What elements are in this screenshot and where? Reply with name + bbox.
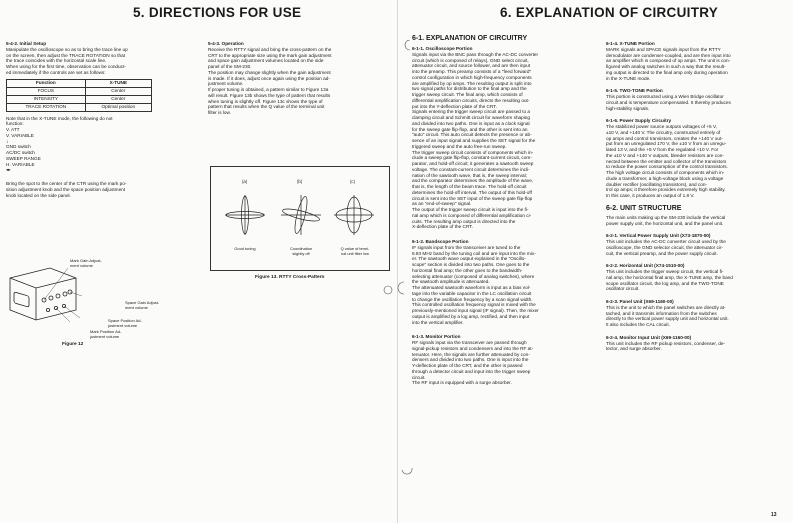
text-line: The position may change slightly when the gain adjustment <box>208 69 331 75</box>
table-header: Function <box>7 79 86 87</box>
table-cell: Center <box>85 87 151 95</box>
right-column-1 <box>412 32 600 520</box>
text-line: Signals input via the BNC pass through the AC-DC converter <box>412 51 539 57</box>
table-cell: FOCUS <box>7 87 86 95</box>
text-line: two signal paths for distribution to the final amp and the <box>412 86 527 92</box>
table-header: X-TUNE <box>85 79 151 87</box>
power-supply-title: 6-1-6. Power Supply Circuitry <box>606 118 672 124</box>
bandscope-portion-text <box>412 245 600 326</box>
text-line: ◂▸ <box>6 167 11 173</box>
mark-position-callout: Mark Position Ad- justment volume <box>90 329 122 339</box>
text-line: in the X-TUNE mode. <box>606 75 651 81</box>
monitor-input-unit-title: 6-2-4. Monitor Input Unit (X69-1160-00) <box>606 334 692 340</box>
text-line: circuit is sent into the SET input of the sweep gate flip-flop <box>412 195 533 201</box>
text-line: demodulator are condenser-coupled, and are then input into <box>606 52 731 58</box>
text-line: densers and divided into two paths. One is input into the <box>412 357 529 363</box>
text-line: into the vertical amplifier. <box>412 319 464 325</box>
table-row <box>7 103 152 111</box>
text-line: directly to the vertical power supply unit and horizontal unit. <box>606 316 729 322</box>
text-line: through a detector circuit and input into the trigger sweep <box>412 368 531 374</box>
text-line: er. The sawtooth wave output explained in the "Oscillo- <box>412 256 526 262</box>
text-line: This unit includes the AC-DC converter circuit used by the <box>606 239 726 244</box>
text-line: Manipulate the oscilloscope so as to bring the trace line up <box>6 46 128 52</box>
circuitry-title: 6-1. EXPLANATION OF CIRCUITRY <box>412 35 528 42</box>
right-page-header: 6. EXPLANATION OF CIRCUITRY <box>500 5 719 20</box>
text-line: In this case, it produces an output of 1.8 V. <box>606 193 695 198</box>
text-line: previously-mentioned input signal (IF signal). Then, the mixer <box>412 308 539 313</box>
text-line: selecting attenuator (composed of analog switches), where <box>412 273 535 279</box>
text-line: X-deflection plate of the CRT. <box>412 224 473 230</box>
text-line: oscillator circuit. <box>606 286 640 292</box>
text-line: sence of an input signal and supplies the SET signal for the <box>412 138 536 143</box>
text-line: output is amplified by a log amp, rectified, and then input <box>412 313 530 319</box>
text-line: ±10 V, and +140 V. The circuitry, constructed entirely of <box>606 129 721 135</box>
space-position-callout: Space Position Ad- justment volume <box>108 318 142 328</box>
text-line: as an "end-of-sweep" signal. <box>412 201 472 207</box>
table-cell: INTENSITY <box>7 95 86 103</box>
text-line: are amplified by op amps. The resulting output is split into <box>412 80 532 86</box>
text-line: The main units making up the SM-230 include the vertical <box>606 214 726 220</box>
text-line: and space gain adjustment volumes located on the side <box>208 58 324 64</box>
text-line: The stabilized power source outputs voltages of +5 V, <box>606 124 717 129</box>
text-line: circuit (which is composed of relays), GND select circuit, <box>412 57 529 63</box>
table-cell: Optimal position <box>85 103 151 111</box>
text-line: determines the hold-off interval. The output of this hold-off <box>412 189 532 195</box>
bandscope-portion-title: 6-1-2. Bandscope Portion <box>412 239 469 244</box>
text-line: ing output is directed to the final amp only during operation <box>606 69 728 75</box>
text-line: tector, and surge absorber. <box>606 346 662 352</box>
text-line: H. VARIABLE <box>6 161 35 167</box>
function-table-header <box>7 79 152 87</box>
text-line: clude a transformer, a high-voltage block using a voltage <box>606 175 724 181</box>
text-line: It also includes the CAL circuit. <box>606 322 670 327</box>
text-line: The attenuated sawtooth waveform is input as a bias vol- <box>412 285 531 290</box>
horizontal-unit-title: 6-2-2. Horizontal Unit (X74-1510-00) <box>606 263 685 269</box>
oscilloscope-portion-text <box>412 52 600 230</box>
left-column-2 <box>208 38 393 163</box>
text-line: lated 13 V, and the +5 V from the regulated +10 V. For <box>606 147 719 152</box>
text-line: parator, and hold-off circuit; it generates a sawtooth sweep <box>412 161 534 166</box>
text-line: voltage. The constant-current circuit determines the incli- <box>412 166 530 172</box>
text-line: knob located on the side panel. <box>6 192 71 198</box>
text-line: This unit includes the trigger sweep circuit, the vertical fi- <box>606 269 724 274</box>
text-line: The RF input is equipped with a surge absorber. <box>412 380 512 386</box>
text-line: This unit includes the RF pickup resistors, condenser, de- <box>606 340 726 346</box>
text-line: Signals entering the trigger sweep circuit are passed to a <box>412 109 531 115</box>
text-line: IF signals input from the transceiver are tuned to the <box>412 244 521 250</box>
space-gain-callout: Space Gain Adjust- ment volume <box>125 300 160 310</box>
text-line: the sawtooth amplitude is attenuated. <box>412 279 490 285</box>
text-line: is made. If it does, adjust once again using the position ad- <box>208 75 330 81</box>
text-line: circuit and is temperature compensated. It thereby produces <box>606 99 731 105</box>
operation-title: 5-4-3. Operation <box>208 41 244 46</box>
figure12-caption: Figure 12 <box>62 342 84 347</box>
text-line: The high voltage circuit consists of components which in- <box>606 170 725 175</box>
text-line: cuits. The resulting amp output is directed into the <box>412 218 516 224</box>
text-line: "auto" circuit. This auto circuit detects the presence or ab- <box>412 132 532 138</box>
text-line: triggered sweep and the auto free-run sweep. <box>412 143 507 149</box>
text-line: clude a sweep gate flip-flop, constant-current circuit, com- <box>412 155 532 161</box>
text-line: nation of the sawtooth wave, that is, the sweep interval; <box>412 172 527 178</box>
text-line: If proper tuning is obtained, a pattern similar to Figure 13a <box>208 87 329 92</box>
table-row <box>7 95 152 103</box>
text-line: tached, and it transmits information from the switches <box>606 310 717 316</box>
monitor-input-unit-text <box>606 341 792 353</box>
horizontal-unit-text <box>606 269 792 292</box>
text-line: on the screen, then adjust the TRACE ROTATION so that <box>6 52 126 58</box>
text-line: filter is low. <box>208 110 231 115</box>
initial-setup-title: 5-4-2. Initial Setup <box>6 41 47 46</box>
two-tone-portion-text <box>606 94 792 111</box>
page-number: 13 <box>771 512 777 518</box>
text-line: differential amplification circuits, directs the resulting out- <box>412 97 530 103</box>
text-line: the trace coincides with the horizontal scale line. <box>6 58 107 64</box>
text-line: op amps and control transistors, creates the +140 V out- <box>606 135 723 141</box>
text-line: CRT to the appropriate size using the mark gain adjustment <box>208 52 332 58</box>
figure13-label-c: (c) <box>350 179 356 184</box>
binder-holes <box>380 40 416 480</box>
figure13-caption-c: Q value of termi- nal unit filter low <box>340 246 370 256</box>
power-supply-text <box>606 124 792 199</box>
text-line: horizontal final amp; the other goes to the bandwidth- <box>412 267 523 273</box>
text-line: Bring the spot to the center of the CTR using the mark po- <box>6 181 127 186</box>
text-line: control configuration in which high-frequency components <box>412 74 532 80</box>
text-line: signal-pickup resistors and condensers and into the RF at- <box>412 345 534 351</box>
text-line: when tuning is slightly off. Figure 13c shows the type of <box>208 98 323 104</box>
text-line: sition adjustment knob and the space position adjustment <box>6 186 126 192</box>
text-line: pattern that results when the Q value of the terminal unit <box>208 104 325 110</box>
text-line: for the sweep gate flip-flop, and the other is sent into an <box>412 126 528 132</box>
figure13-label-a: (a) <box>242 179 248 184</box>
text-line: into the preamp. This preamp consists of a "feed forward" <box>412 69 532 74</box>
text-line: justment volume. <box>208 81 244 87</box>
text-line: circuit. <box>412 374 426 380</box>
text-line: AC/DC switch <box>6 150 35 155</box>
oscilloscope-portion-title: 6-1-1. Oscilloscope Portion <box>412 46 473 51</box>
text-line: ↕ <box>6 138 9 144</box>
initial-setup-text <box>6 47 201 76</box>
text-line: panel of the SM-230. <box>208 64 252 69</box>
text-line: V. ATT <box>6 127 20 132</box>
figure13-box <box>210 166 390 271</box>
pattern-q-low <box>334 195 374 235</box>
text-line: scope" section is divided into two paths. One goes to the <box>412 262 530 267</box>
monitor-portion-text <box>412 340 600 386</box>
mark-gain-callout: Mark Gain Adjust- ment volume <box>70 258 102 268</box>
text-line: put into the Y-deflection plate of the CRT. <box>412 103 497 109</box>
text-line: cuit, the vertical preamp, and the power supply circuit. <box>606 250 718 256</box>
text-line: 8.83 MHz band by the tuning coil and are input into the mix- <box>412 250 536 256</box>
figure13-caption: Figure 13. RTTY Cross-Pattern <box>255 275 325 280</box>
text-line: tage into the variable capacitor in the LC oscillation circuit <box>412 290 532 296</box>
text-line: put from an unregulated 170 V, the ±10 V from an unregu- <box>606 141 727 147</box>
note-text <box>6 116 201 174</box>
figure13-caption-a: Good tuning <box>234 246 256 251</box>
text-line: The output of the trigger sweep circuit is input into the fi- <box>412 207 529 212</box>
function-table <box>6 79 152 112</box>
text-line: Y-deflection plate of the CRT, and the other is passed <box>412 363 523 368</box>
text-line: and the comparator determines the amplitude of the wave, <box>412 178 534 184</box>
text-line: nal amp, the horizontal final amp, the X-TUNE amp, the band <box>606 274 733 280</box>
text-line: and divided into two paths. One is input as a clock signal <box>412 120 530 126</box>
text-line: Note that in the X-TUNE mode, the following do not <box>6 115 113 121</box>
text-line: nected between the emitter and collector of the transistors <box>606 158 727 164</box>
text-line: high-stability signals. <box>606 105 650 111</box>
text-line: MARK signals and SPACE signals input from the RTTY <box>606 46 721 52</box>
text-line: RF signals input via the transceiver are passed through <box>412 340 527 345</box>
text-line: function: <box>6 121 24 127</box>
text-line: V. VARIABLE <box>6 132 34 138</box>
text-line: trigger sweep circuit. The final amp, which consists of <box>412 92 523 97</box>
panel-unit-text <box>606 305 792 328</box>
figure13-label-b: (b) <box>297 179 303 184</box>
text-line: power supply unit, the horizontal unit, and the panel unit. <box>606 220 724 226</box>
text-line: to change the oscillation frequency by a scan signal width. <box>412 296 533 302</box>
table-cell: TRACE ROTATION <box>7 103 86 111</box>
text-line: GND switch <box>6 144 31 150</box>
text-line: nal amp which is composed of differential amplification ci- <box>412 212 532 218</box>
text-line: trol op amps; it therefore provides extremely high stability. <box>606 187 726 193</box>
pattern-slightly-off <box>281 195 321 235</box>
left-page-header: 5. DIRECTIONS FOR USE <box>133 5 302 20</box>
vertical-unit-title: 6-2-1. Vertical Power Supply Unit (X73-1870-00) <box>606 233 711 239</box>
text-line: ed immediately if the controls are set as follows: <box>6 69 106 75</box>
text-line: oscilloscope, the GND selector circuit, the attenuator cir- <box>606 244 723 250</box>
text-line: figured with analog switches in such a way that the result- <box>606 64 726 69</box>
text-line: The trigger sweep circuit consists of components which in- <box>412 149 534 155</box>
monitor-portion-title: 6-1-3. Monitor Portion <box>412 334 461 340</box>
unit-structure-text <box>606 215 792 227</box>
text-line: This portion is constructed using a Wien Bridge oscillator <box>606 94 724 99</box>
xtune-portion-title: 6-1-4. X-TUNE Portion <box>606 41 655 46</box>
text-line: This controlled oscillation frequency signal is mixed with the <box>412 302 536 308</box>
text-line: that is, the length of the beam trace. The hold-off circuit <box>412 184 527 189</box>
xtune-portion-text <box>606 47 792 82</box>
bring-spot-text <box>6 181 201 198</box>
text-line: will result. Figure 13b shows the type of pattern that results <box>208 92 331 98</box>
unit-structure-title: 6-2. UNIT STRUCTURE <box>606 204 682 212</box>
pattern-good-tuning <box>225 195 265 235</box>
text-line: When using for the first time, observation can be conduct- <box>6 64 126 69</box>
table-row <box>7 87 152 95</box>
text-line: an amplifier which is composed of op amps. The unit is con- <box>606 58 731 64</box>
text-line: Receive the RTTY signal and bring the cross-pattern on the <box>208 46 332 52</box>
text-line: doubler rectifier (oscillating transistors), and con- <box>606 181 708 187</box>
text-line: This is the unit to which the panel switches are directly at- <box>606 304 726 310</box>
panel-unit-title: 6-2-3. Panel Unit (X69-1160-00) <box>606 299 674 304</box>
text-line: to reduce the power consumption of the control transistors. <box>606 164 728 170</box>
text-line: the ±10 V and +140 V outputs, bleeder resistors are con- <box>606 152 724 158</box>
vertical-unit-text <box>606 239 792 256</box>
text-line: clamping circuit and Schmitt circuit for waveform shaping <box>412 115 531 120</box>
text-line: attenuator circuit, and source follower, and are then input <box>412 63 531 69</box>
figure13-caption-b: Coordination slightly off <box>289 246 313 256</box>
table-cell: Center <box>85 95 151 103</box>
two-tone-portion-title: 6-1-5. TWO-TONE Portion <box>606 88 663 94</box>
text-line: scope oscillator circuit, the log amp, and the TWO-TONE <box>606 280 724 286</box>
right-column-2 <box>606 38 792 520</box>
operation-text <box>208 47 393 116</box>
text-line: SWEEP RANGE <box>6 155 41 161</box>
text-line: tenuator. Here, the signals are further attenuated by con- <box>412 351 530 357</box>
